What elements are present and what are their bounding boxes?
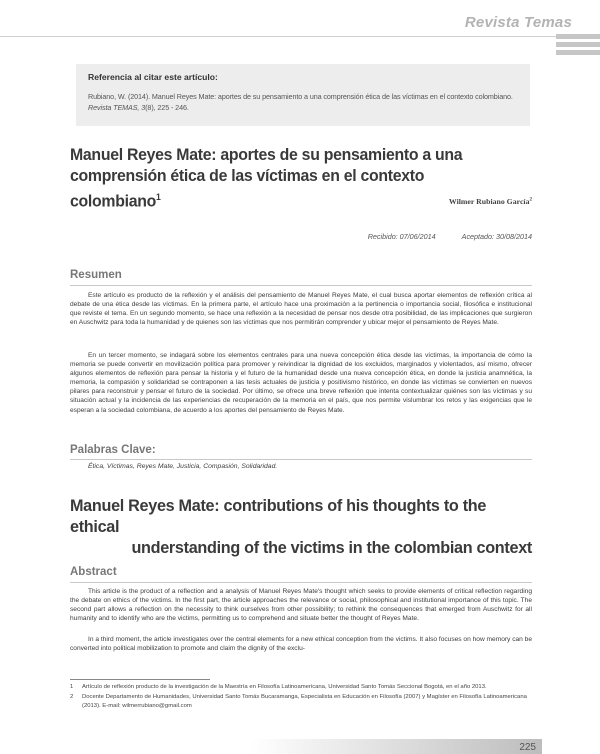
submission-dates	[368, 232, 532, 241]
resumen-heading: Resumen	[70, 269, 122, 281]
header-rule	[0, 36, 560, 37]
citation-text: Rubiano, W. (2014). Manuel Reyes Mate: aportes de su pensamiento a una comprensión ética de las víctimas en el contexto colombiano. Revista TEMAS, 3(8), 225 - 246.	[88, 92, 513, 112]
palabras-clave-rule	[70, 459, 532, 460]
resumen-paragraph-2: En un tercer momento, se indagará sobre los elementos centrales para una nueva concepción ética desde las víctimas, la importancia de cómo la memoria se puede convertir en movilización política para promover y reivindicar la dignidad de los excluidos, marginados y violentados, así mismo, ofrecer algunos elementos de reflexión para pensar la historia y el futuro de la humanidad desde una nueva concepción ética, en donde la justicia anamnética, la memoria, la compasión y solidaridad se contraponen a las tesis actuales de justicia y positivismo histórico, en donde las víctimas se convierten en nuevos pilares para reconstruir y pensar el futuro de la sociedad. Por último, se ofrece una breve reflexión que intenta contextualizar quiénes son las víctimas y su situación actual y la incidencia de las experiencias de recuperación de la memoria en el país, que nos permite vislumbrar los retos y las exigencias que le esperan a la sociedad colombiana, de acuerdo a los aportes del pensamiento de Reyes Mate.	[70, 352, 532, 414]
footnote-rule	[70, 679, 210, 680]
resumen-rule	[70, 285, 532, 286]
article-title-spanish: Manuel Reyes Mate: aportes de su pensamiento a una comprensión ética de las víctimas en el contexto colombiano$^1$	[70, 146, 463, 211]
footnotes	[70, 683, 532, 712]
page-number: 225	[519, 742, 536, 753]
journal-name: Revista Temas	[464, 14, 572, 31]
resumen-paragraph-1: Este artículo es producto de la reflexión y el análisis del pensamiento de Manuel Reyes Mate, el cual busca aportar elementos de reflexión crítica al debate de una ética desde las víctimas. En la primera parte, el artículo hace una proximación a la pertinencia o importancia social, filosófica e institucional que reviste el tema. En un segundo momento, se hace una reflexión a la necesidad de pensar nos desde otra posibilidad, de las implicaciones que surgieron en Auschwitz para toda la humanidad y de quienes son las víctimas que nos permitirán comprender y ubicar mejor el pensamiento de Reyes Mate.	[70, 292, 532, 327]
palabras-clave-heading: Palabras Clave:	[70, 444, 156, 456]
abstract-paragraph-2: In a third moment, the article investigates over the central elements for a new ethical conception from the victims. It also focuses on how memory can be converted into political mobilization to promote and claim the dignity of the exclu-	[70, 636, 532, 653]
abstract-rule	[70, 582, 532, 583]
citation-journal: Revista TEMAS, 3	[88, 103, 146, 112]
decorative-tick-rail	[548, 34, 600, 74]
author-name: Wilmer Rubiano García$^2$	[448, 197, 532, 206]
title-footnote-marker[interactable]: 1	[156, 192, 161, 202]
footnote-item: 2 Docente Departamento de Humanidades, Universidad Santo Tomás Bucaramanga, Especialista en Educación en Filosofía (2007) y Magíster en Filosofía Latinoamericana (2013). E-mail: wilmerrubiano@gmail.com	[70, 693, 527, 710]
author-footnote-marker[interactable]: 2	[529, 197, 532, 203]
article-title-english: Manuel Reyes Mate: contributions of his thoughts to the ethical understanding of the victims in the colombian context	[70, 497, 532, 557]
abstract-heading: Abstract	[70, 566, 117, 578]
palabras-clave-list: Ética, Víctimas, Reyes Mate, Justicia, Compasión, Solidaridad.	[88, 463, 278, 470]
citation-box	[76, 64, 530, 126]
page-number-bar	[250, 739, 542, 754]
received-date: Recibido: 07/06/2014	[367, 232, 436, 241]
citation-heading: Referencia al citar este artículo:	[88, 72, 218, 82]
footnote-item: 1 Artículo de reflexión producto de la investigación de la Maestría en Filosofía Latinoamericana, Universidad Santo Tomás Seccional Bogotá, en el año 2013.	[70, 684, 487, 690]
abstract-paragraph-1: This article is the product of a reflection and a analysis of Manuel Reyes Mate's thought which seeks to provide elements of critical reflection regarding the debate on ethics of the victims. In the first part, the article approaches the relevance or social, philosophical and institutional importance of this topic. The second part allows a reflection on the necessity to think ourselves from other possibility; to rethink the consequences that emerged from Auschwitz for all humanity and to identify who are the victims, permitting us to comprehend and situate better the thought of Reyes Mate.	[70, 588, 532, 623]
accepted-date: Aceptado: 30/08/2014	[461, 232, 532, 241]
